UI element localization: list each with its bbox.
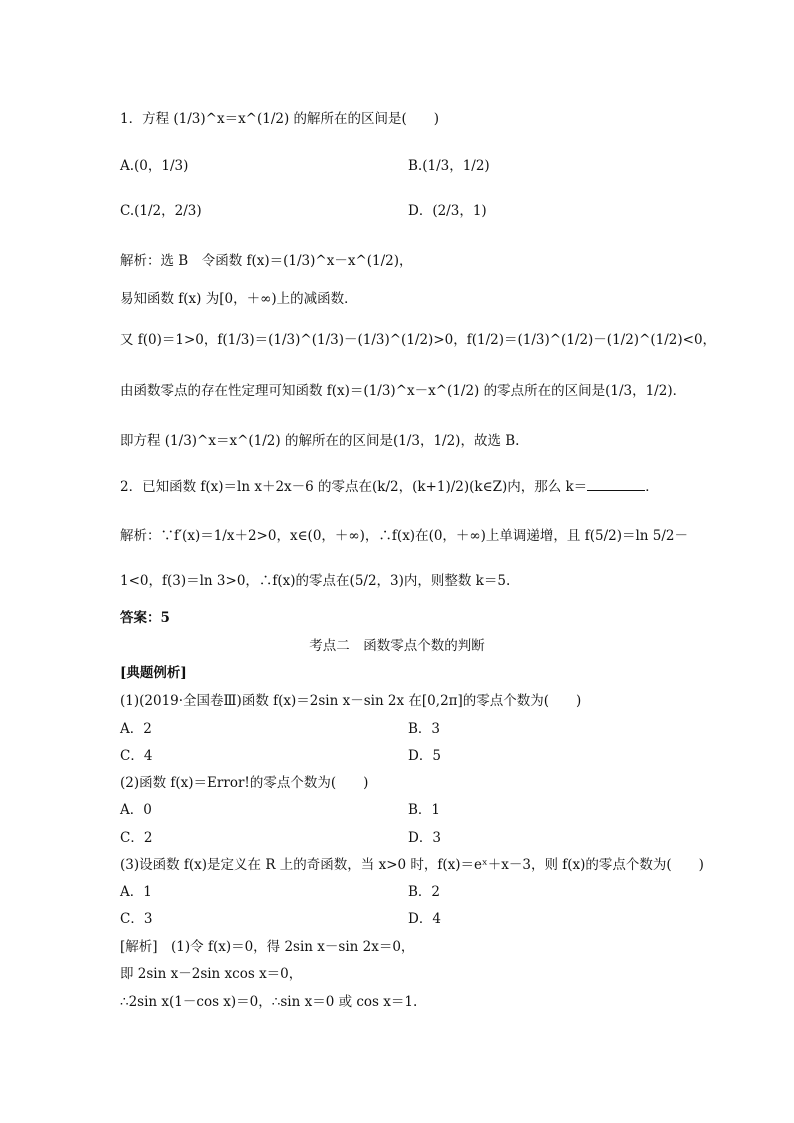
analysis-1-line-5: 即方程 (1/3)^x＝x^(1/2) 的解所在的区间是(1/3，1/2)，故选 B. xyxy=(120,433,520,449)
section-title: 考点二 函数零点个数的判断 xyxy=(309,638,485,654)
example-1-option-b: B．3 xyxy=(408,721,441,737)
solution-line-3: ∴2sin x(1－cos x)＝0，∴sin x＝0 或 cos x＝1. xyxy=(120,994,418,1010)
analysis-1-line-2: 易知函数 f(x) 为[0，＋∞)上的减函数． xyxy=(120,291,358,307)
option-d: D．(2/3，1) xyxy=(408,203,487,219)
analysis-2-line-2: 1<0，f(3)＝ln 3>0，∴f(x)的零点在(5/2，3)内，则整数 k＝5. xyxy=(120,573,511,589)
option-b: B.(1/3，1/2) xyxy=(408,158,490,174)
example-label: [典题例析] xyxy=(120,665,187,681)
example-1-option-c: C．4 xyxy=(120,748,153,764)
example-1-stem: (1)(2019·全国卷Ⅲ)函数 f(x)＝2sin x－sin 2x 在[0,2π]的零点个数为( ) xyxy=(120,693,582,709)
analysis-1-line-3: 又 f(0)＝1>0，f(1/3)＝(1/3)^(1/3)－(1/3)^(1/2)>0，f(1/2)＝(1/3)^(1/2)－(1/2)^(1/2)<0， xyxy=(120,332,717,348)
example-2-option-a: A．0 xyxy=(120,802,152,818)
example-2-option-b: B．1 xyxy=(408,802,441,818)
example-1-option-a: A．2 xyxy=(120,721,152,737)
option-a: A.(0，1/3) xyxy=(120,158,189,174)
example-3-stem: (3)设函数 f(x)是定义在 R 上的奇函数，当 x>0 时，f(x)＝eˣ＋x－3，则 f(x)的零点个数为( ) xyxy=(120,857,704,873)
example-2-option-c: C．2 xyxy=(120,830,153,846)
answer-blank xyxy=(587,478,645,491)
example-1-option-d: D．5 xyxy=(408,748,441,764)
solution-line-1: [解析] (1)令 f(x)＝0，得 2sin x－sin 2x＝0， xyxy=(120,939,415,955)
example-3-option-a: A．1 xyxy=(120,884,152,900)
example-3-option-b: B．2 xyxy=(408,884,441,900)
analysis-1-line-4: 由函数零点的存在性定理可知函数 f(x)＝(1/3)^x－x^(1/2) 的零点所在的区间是(1/3，1/2)． xyxy=(120,383,687,399)
analysis-2-line-1: 解析：∵f′(x)＝1/x＋2>0，x∈(0，＋∞)，∴f(x)在(0，＋∞)上单调递增，且 f(5/2)＝ln 5/2－ xyxy=(120,528,689,544)
problem-2-stem-text: 2．已知函数 f(x)＝ln x＋2x－6 的零点在(k/2，(k+1)/2)(k∈Z)内，那么 k＝ xyxy=(120,479,588,495)
example-3-option-c: C．3 xyxy=(120,911,153,927)
answer-2: 答案：5 xyxy=(120,610,170,626)
analysis-1-line-1: 解析：选 B 令函数 f(x)＝(1/3)^x－x^(1/2)， xyxy=(120,253,413,269)
problem-2-stem-end: ． xyxy=(645,479,659,495)
problem-1-stem: 1．方程 (1/3)^x＝x^(1/2) 的解所在的区间是( ) xyxy=(120,111,440,127)
example-2-option-d: D．3 xyxy=(408,830,441,846)
option-c: C.(1/2，2/3) xyxy=(120,203,202,219)
problem-2-stem xyxy=(120,478,659,496)
example-3-option-d: D．4 xyxy=(408,911,441,927)
example-2-stem: (2)函数 f(x)＝Error!的零点个数为( ) xyxy=(120,775,369,791)
solution-line-2: 即 2sin x－2sin xcos x＝0， xyxy=(120,966,303,982)
